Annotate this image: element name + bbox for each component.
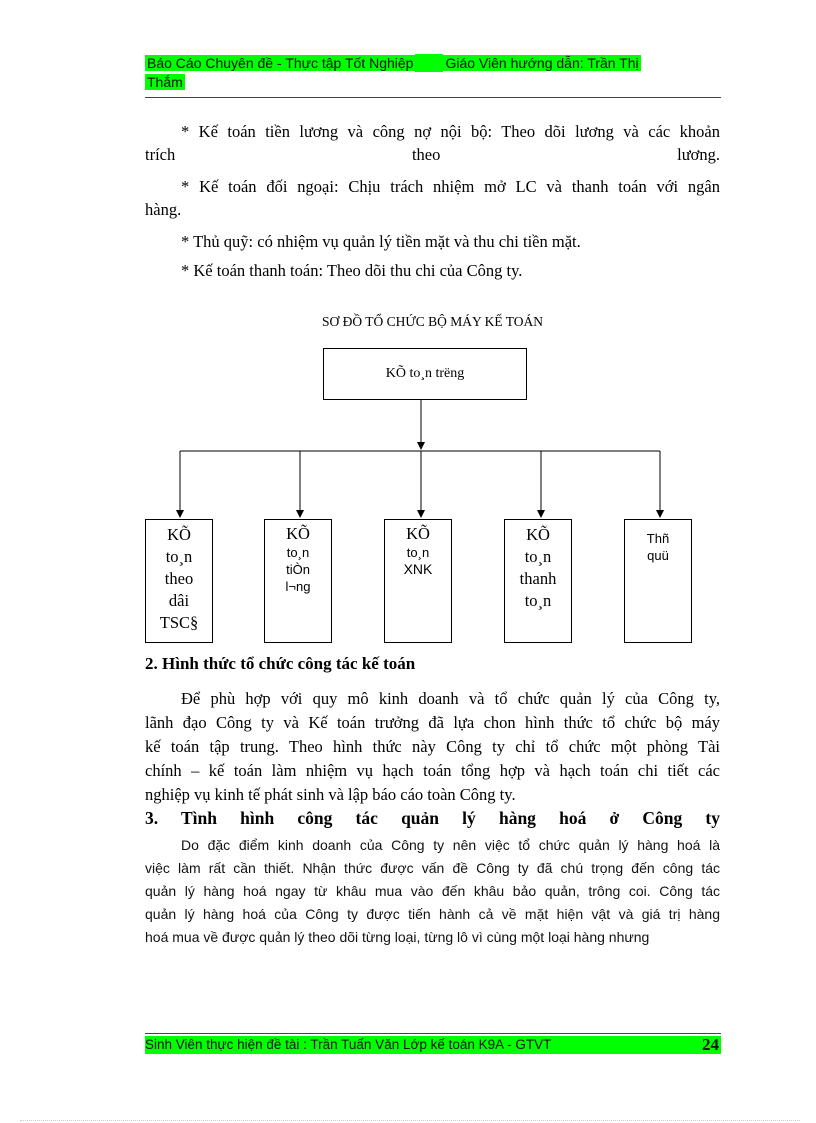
- header-wrap: Thắm: [147, 74, 183, 90]
- arrowhead-main: [417, 442, 425, 450]
- box4-line: to¸n: [524, 591, 552, 610]
- section3-heading: 3. Tình hình công tác quản lý hàng hoá ở Công ty: [145, 808, 720, 828]
- top-box-chief-accountant: KÕ to¸n trëng: [323, 348, 527, 400]
- intro-p1-word2: theo: [411, 145, 441, 164]
- section2-line: nghiệp vụ kinh tế phát sinh và lập báo cáo toàn Công ty.: [145, 785, 516, 804]
- box1-line: dâi: [168, 591, 190, 610]
- page-number: 24: [702, 1035, 719, 1054]
- box5-line: quü: [647, 548, 669, 563]
- header-left: Báo Cáo Chuyên đề - Thực tập Tốt Nghiệp: [147, 55, 414, 71]
- box-import-export-accounting: [384, 519, 452, 643]
- box5-line: Thñ: [646, 531, 670, 546]
- box-treasurer: [624, 519, 692, 643]
- page-edge-dots: [20, 1120, 800, 1121]
- box1-line: theo: [164, 569, 194, 588]
- box3-line: XNK: [403, 561, 433, 577]
- box1-line: KÕ: [167, 525, 191, 544]
- intro-p2-line1: * Kế toán đối ngoại: Chịu trách nhiệm mở LC và thanh toán với ngân: [181, 177, 720, 196]
- section3-line: quản lý hàng hoá của Công ty được tiến hành cả về mặt hiện vật và giá trị hàng: [145, 906, 720, 922]
- arrowhead-3: [417, 510, 425, 518]
- footer-rule: [145, 1033, 721, 1034]
- section2-line: chính – kế toán làm nhiệm vụ hạch toán tổng hợp và hạch toán chi tiết các: [145, 761, 720, 780]
- box2-line: to¸n: [286, 545, 310, 560]
- arrowhead-5: [656, 510, 664, 518]
- box1-line: to¸n: [165, 547, 193, 566]
- box4-line: to¸n: [524, 547, 552, 566]
- box4-line: thanh: [519, 569, 557, 588]
- box-payroll-accounting: [264, 519, 332, 643]
- section3-line: hoá mua về được quản lý theo dõi từng loại, từng lô vì cùng một loại hàng nhưng: [145, 929, 650, 945]
- section3-line: Do đặc điểm kinh doanh của Công ty nên việc tổ chức quản lý hàng hoá là: [181, 837, 720, 853]
- box2-line: KÕ: [286, 524, 310, 543]
- box-fixed-assets-accounting: [145, 519, 213, 643]
- intro-p1-word1: trích: [145, 145, 176, 164]
- section2-line: kế toán tập trung. Theo hình thức này Công ty chỉ tổ chức một phòng Tài: [145, 737, 720, 756]
- box2-line: l¬ng: [285, 579, 311, 594]
- section2-heading: 2. Hình thức tổ chức công tác kế toán: [145, 654, 416, 673]
- box2-line: tiÒn: [286, 562, 310, 577]
- intro-p3: * Thủ quỹ: có nhiệm vụ quản lý tiền mặt và thu chi tiền mặt.: [181, 232, 581, 251]
- box-payment-accounting: [504, 519, 572, 643]
- box3-line: KÕ: [406, 524, 430, 543]
- diagram-title: SƠ ĐỒ TỔ CHỨC BỘ MÁY KẾ TOÁN: [321, 314, 544, 329]
- arrowhead-1: [176, 510, 184, 518]
- section2-line: Để phù hợp với quy mô kinh doanh và tổ chức quản lý của Công ty,: [181, 689, 720, 708]
- box1-line: TSC§: [159, 613, 199, 632]
- page-footer: [145, 1036, 721, 1054]
- intro-p2-line2: hàng.: [145, 200, 182, 219]
- box4-line: KÕ: [526, 525, 550, 544]
- header-right: Giáo Viên hướng dẫn: Trần Thị: [445, 55, 639, 71]
- intro-p1-word3: lương.: [677, 145, 720, 164]
- section3-line: quản lý hàng hoá ngay từ khâu mua vào đến khâu bảo quản, trông coi. Công tác: [145, 883, 720, 899]
- section2-line: lãnh đạo Công ty và Kế toán trưởng đã lựa chon hình thức tổ chức bộ máy: [145, 713, 720, 732]
- arrowhead-2: [296, 510, 304, 518]
- intro-p1-line1: * Kế toán tiền lương và công nợ nội bộ: Theo dõi lương và các khoản: [181, 122, 720, 141]
- arrowhead-4: [537, 510, 545, 518]
- footer-text: Sinh Viên thực hiện đề tài : Trần Tuấn Văn Lớp kế toán K9A - GTVT: [145, 1037, 552, 1052]
- section3-line: việc làm rất cần thiết. Nhận thức được vấn đề Công ty đã chú trọng đến công tác: [145, 860, 720, 876]
- box3-line: to¸n: [406, 545, 430, 560]
- intro-p4: * Kế toán thanh toán: Theo dõi thu chi của Công ty.: [181, 261, 523, 280]
